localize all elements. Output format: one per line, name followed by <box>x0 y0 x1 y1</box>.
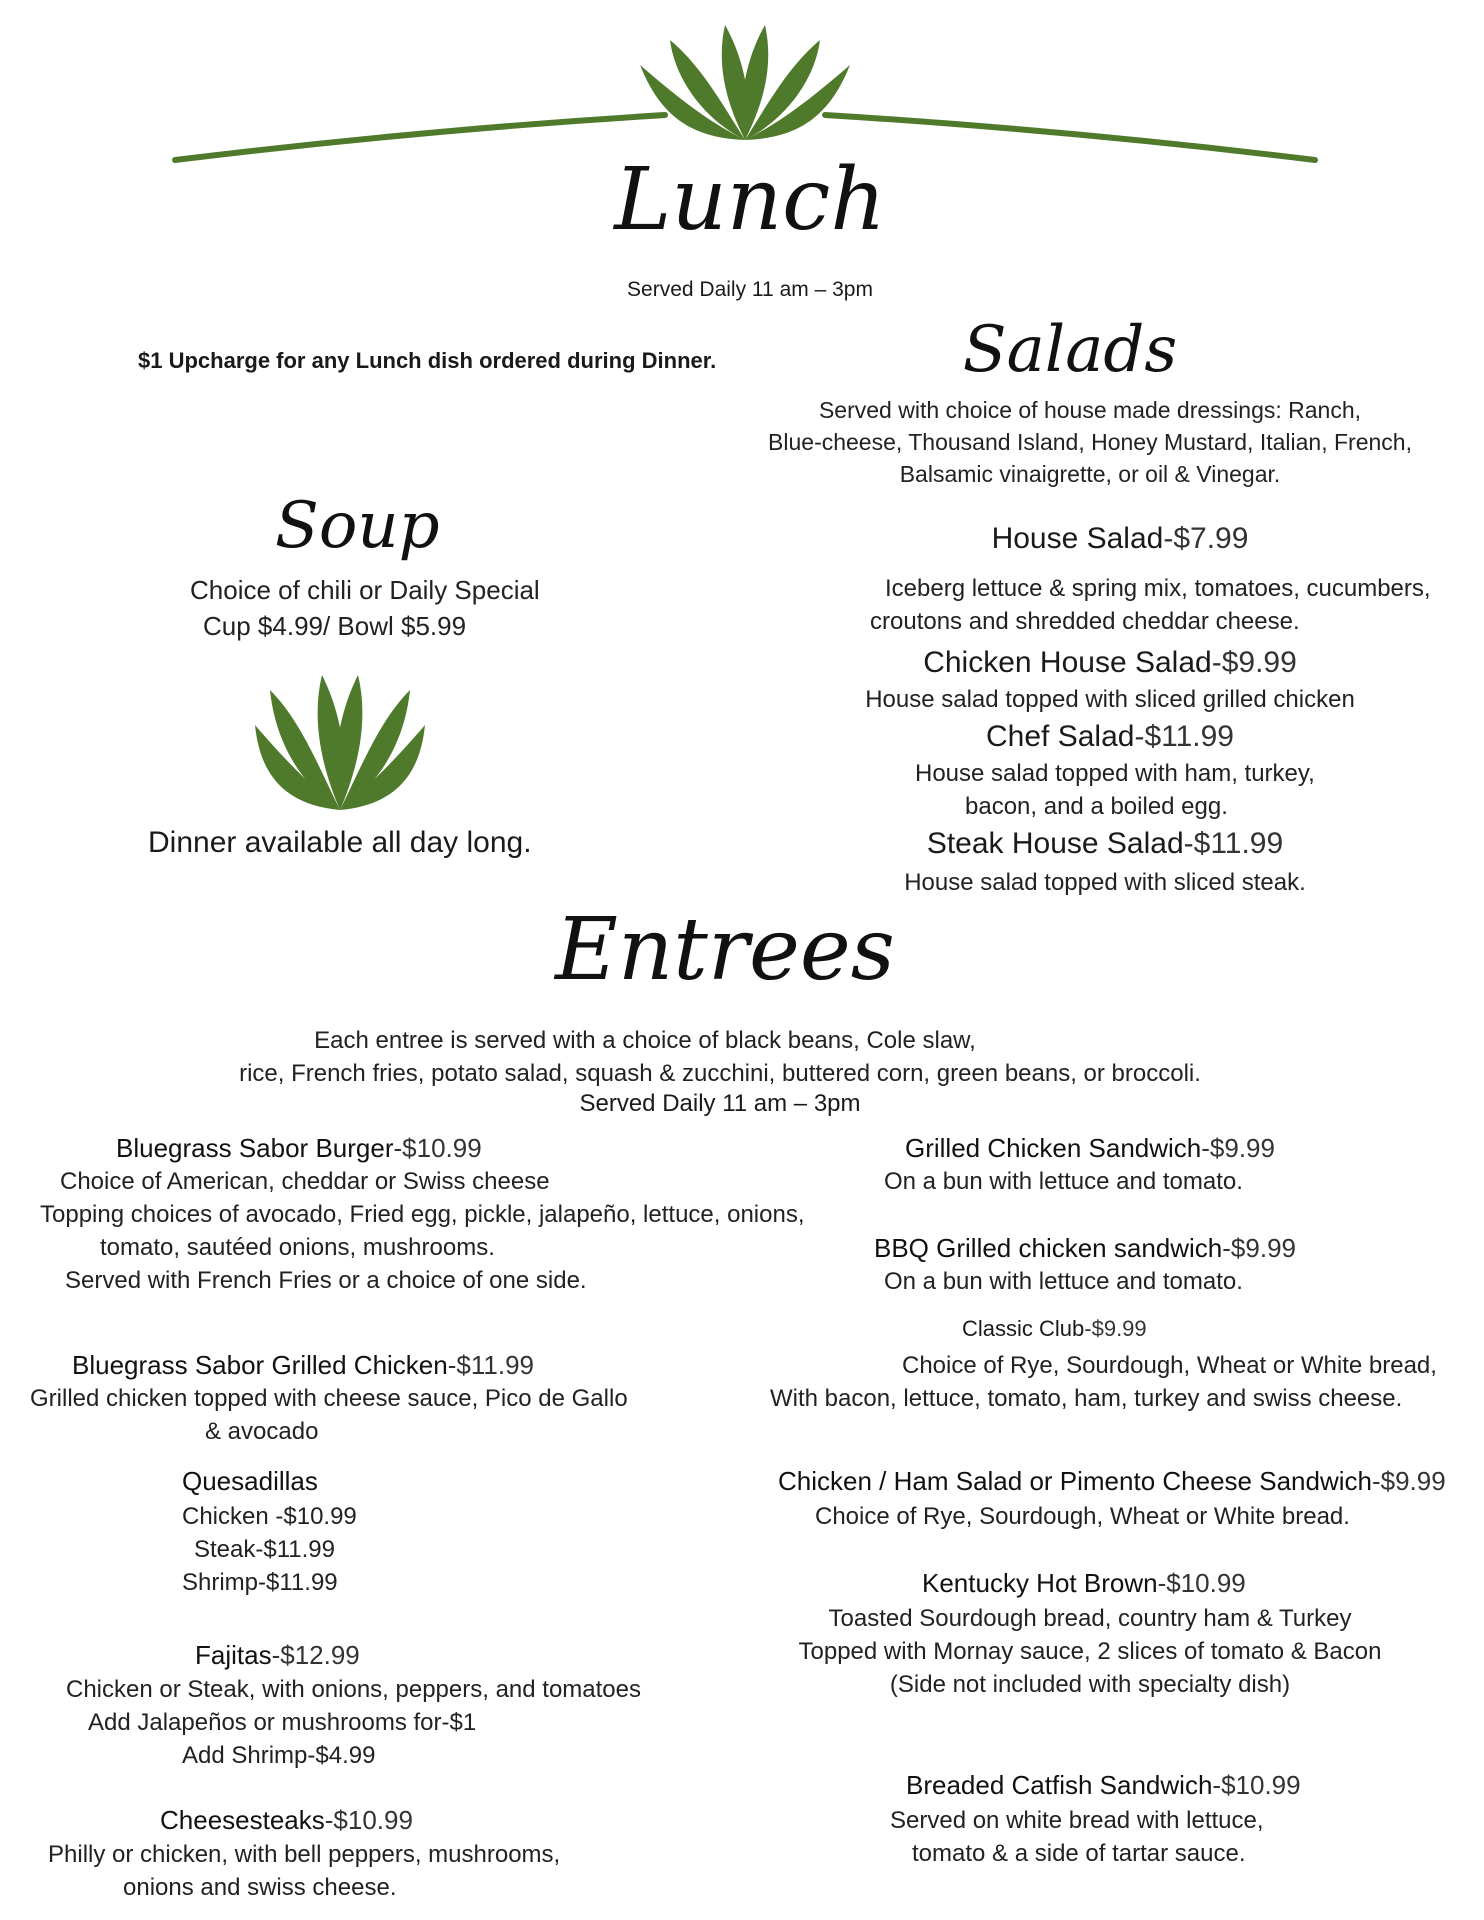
menu-item: Steak House Salad-$11.99 <box>926 827 1284 860</box>
menu-item: Chicken House Salad-$9.99 <box>923 646 1297 679</box>
leaf-ornament <box>170 20 1320 170</box>
item-desc: Chicken or Steak, with onions, peppers, and tomatoes Add Jalapeños or mushrooms for-$1 Add Shrimp-$4.99 <box>66 1676 641 1769</box>
item-desc: House salad topped with sliced grilled chicken <box>865 686 1355 713</box>
menu-item: Breaded Catfish Sandwich-$10.99 <box>906 1770 1301 1800</box>
item-desc: On a bun with lettuce and tomato. <box>884 1168 1243 1195</box>
item-desc: Choice of American, cheddar or Swiss cheese Topping choices of avocado, Fried egg, pickle, jalapeño, lettuce, onions, tomato, sautéed onions, mushrooms. Served with French Fries or a choice of one side. <box>40 1168 805 1294</box>
served-hours: Served Daily 11 am – 3pm <box>627 278 873 301</box>
menu-item: Quesadillas <box>182 1466 318 1496</box>
menu-item: Bluegrass Sabor Grilled Chicken-$11.99 <box>72 1350 534 1380</box>
menu-item: Fajitas-$12.99 <box>195 1640 360 1670</box>
page-title: Lunch <box>614 150 886 250</box>
item-desc: Chicken -$10.99 Steak-$11.99 Shrimp-$11.99 <box>182 1503 357 1596</box>
leaf-icon <box>255 665 425 815</box>
menu-item: BBQ Grilled chicken sandwich-$9.99 <box>874 1233 1296 1263</box>
menu-item: Grilled Chicken Sandwich-$9.99 <box>905 1133 1275 1163</box>
menu-item: Kentucky Hot Brown-$10.99 <box>922 1568 1246 1598</box>
salads-intro: Served with choice of house made dressings: Ranch, Blue-cheese, Thousand Island, Honey Mustard, Italian, French, Balsamic vinaigrette, or oil & Vinegar. <box>768 397 1412 487</box>
upcharge-note: $1 Upcharge for any Lunch dish ordered during Dinner. <box>138 348 717 373</box>
item-desc: Iceberg lettuce & spring mix, tomatoes, cucumbers, croutons and shredded cheddar cheese. <box>870 575 1431 635</box>
salads-title: Salads <box>962 313 1178 387</box>
soup-desc: Choice of chili or Daily Special Cup $4.99/ Bowl $5.99 <box>190 575 540 641</box>
menu-item: Classic Club-$9.99 <box>962 1316 1147 1341</box>
soup-title: Soup <box>275 489 440 563</box>
menu-item: Cheesesteaks-$10.99 <box>160 1805 413 1835</box>
entrees-served: Served Daily 11 am – 3pm <box>579 1090 861 1117</box>
entrees-title: Entrees <box>555 900 895 1000</box>
item-desc: On a bun with lettuce and tomato. <box>884 1268 1243 1295</box>
entrees-intro: Each entree is served with a choice of black beans, Cole slaw, rice, French fries, potato salad, squash & zucchini, buttered corn, green beans, or broccoli. <box>239 1027 1201 1087</box>
dinner-note: Dinner available all day long. <box>148 826 532 859</box>
item-desc: House salad topped with ham, turkey, bacon, and a boiled egg. <box>915 760 1315 820</box>
item-desc: Choice of Rye, Sourdough, Wheat or White bread. <box>815 1503 1350 1530</box>
item-desc: Choice of Rye, Sourdough, Wheat or White bread, With bacon, lettuce, tomato, ham, turkey and swiss cheese. <box>770 1352 1437 1412</box>
item-desc: Served on white bread with lettuce, tomato & a side of tartar sauce. <box>890 1807 1264 1867</box>
menu-item: Bluegrass Sabor Burger-$10.99 <box>116 1133 482 1163</box>
item-desc: Philly or chicken, with bell peppers, mushrooms, onions and swiss cheese. <box>48 1841 561 1901</box>
menu-item: Chef Salad-$11.99 <box>986 720 1234 753</box>
item-desc: House salad topped with sliced steak. <box>904 869 1306 896</box>
menu-item: Chicken / Ham Salad or Pimento Cheese Sandwich-$9.99 <box>778 1466 1446 1496</box>
item-desc: Toasted Sourdough bread, country ham & Turkey Topped with Mornay sauce, 2 slices of tomato & Bacon (Side not included with specialty dish) <box>798 1605 1382 1698</box>
item-desc: Grilled chicken topped with cheese sauce, Pico de Gallo & avocado <box>30 1385 628 1445</box>
menu-item: House Salad-$7.99 <box>991 522 1249 555</box>
